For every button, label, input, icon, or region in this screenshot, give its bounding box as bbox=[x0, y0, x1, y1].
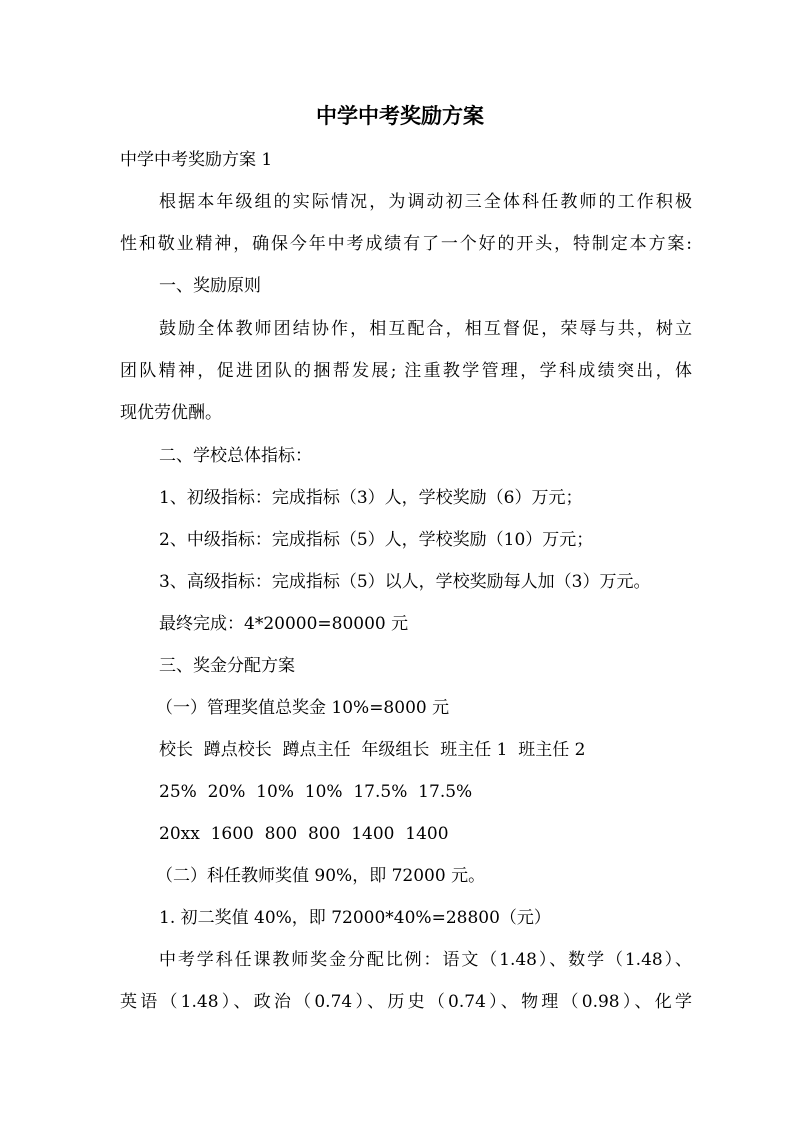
paragraph-3-line-1: 中考学科任课教师奖金分配比例：语文（1.48）、数学（1.48）、 bbox=[159, 950, 692, 970]
target-item-2: 2、中级指标：完成指标（5）人，学校奖励（10）万元； bbox=[159, 530, 594, 550]
section-heading-targets: 二、学校总体指标： bbox=[159, 446, 312, 466]
grade-2-bonus: 1. 初二奖值 40%，即 72000*40%=28800（元） bbox=[159, 908, 551, 928]
management-bonus: （一）管理奖值总奖金 10%=8000 元 bbox=[156, 698, 450, 718]
target-item-3: 3、高级指标：完成指标（5）以人，学校奖励每人加（3）万元。 bbox=[159, 572, 651, 592]
section-heading-distribution: 三、奖金分配方案 bbox=[159, 656, 295, 676]
subtitle: 中学中考奖励方案 1 bbox=[120, 150, 273, 170]
paragraph-2-line-3: 现优劳优酬。 bbox=[120, 403, 222, 423]
final-result: 最终完成：4*20000=80000 元 bbox=[159, 614, 409, 634]
paragraph-3-line-2: 英语（1.48）、政治（0.74）、历史（0.74）、物理（0.98）、化学 bbox=[120, 992, 692, 1012]
paragraph-1-line-1: 根据本年级组的实际情况，为调动初三全体科任教师的工作积极 bbox=[159, 192, 692, 212]
page-title: 中学中考奖励方案 bbox=[316, 104, 484, 128]
amount-row: 20xx 1600 800 800 1400 1400 bbox=[159, 824, 449, 844]
roles-row: 校长 蹲点校长 蹲点主任 年级组长 班主任 1 班主任 2 bbox=[159, 740, 586, 760]
target-item-1: 1、初级指标：完成指标（3）人，学校奖励（6）万元； bbox=[159, 488, 583, 508]
section-heading-principles: 一、奖励原则 bbox=[159, 276, 261, 296]
percent-row: 25% 20% 10% 10% 17.5% 17.5% bbox=[159, 782, 473, 802]
paragraph-2-line-2: 团队精神，促进团队的捆帮发展; 注重教学管理，学科成绩突出，体 bbox=[120, 361, 692, 381]
paragraph-1-line-2: 性和敬业精神，确保今年中考成绩有了一个好的开头，特制定本方案: bbox=[120, 234, 692, 254]
teacher-bonus: （二）科任教师奖值 90%，即 72000 元。 bbox=[156, 866, 486, 886]
paragraph-2-line-1: 鼓励全体教师团结协作，相互配合，相互督促，荣辱与共，树立 bbox=[159, 319, 692, 339]
